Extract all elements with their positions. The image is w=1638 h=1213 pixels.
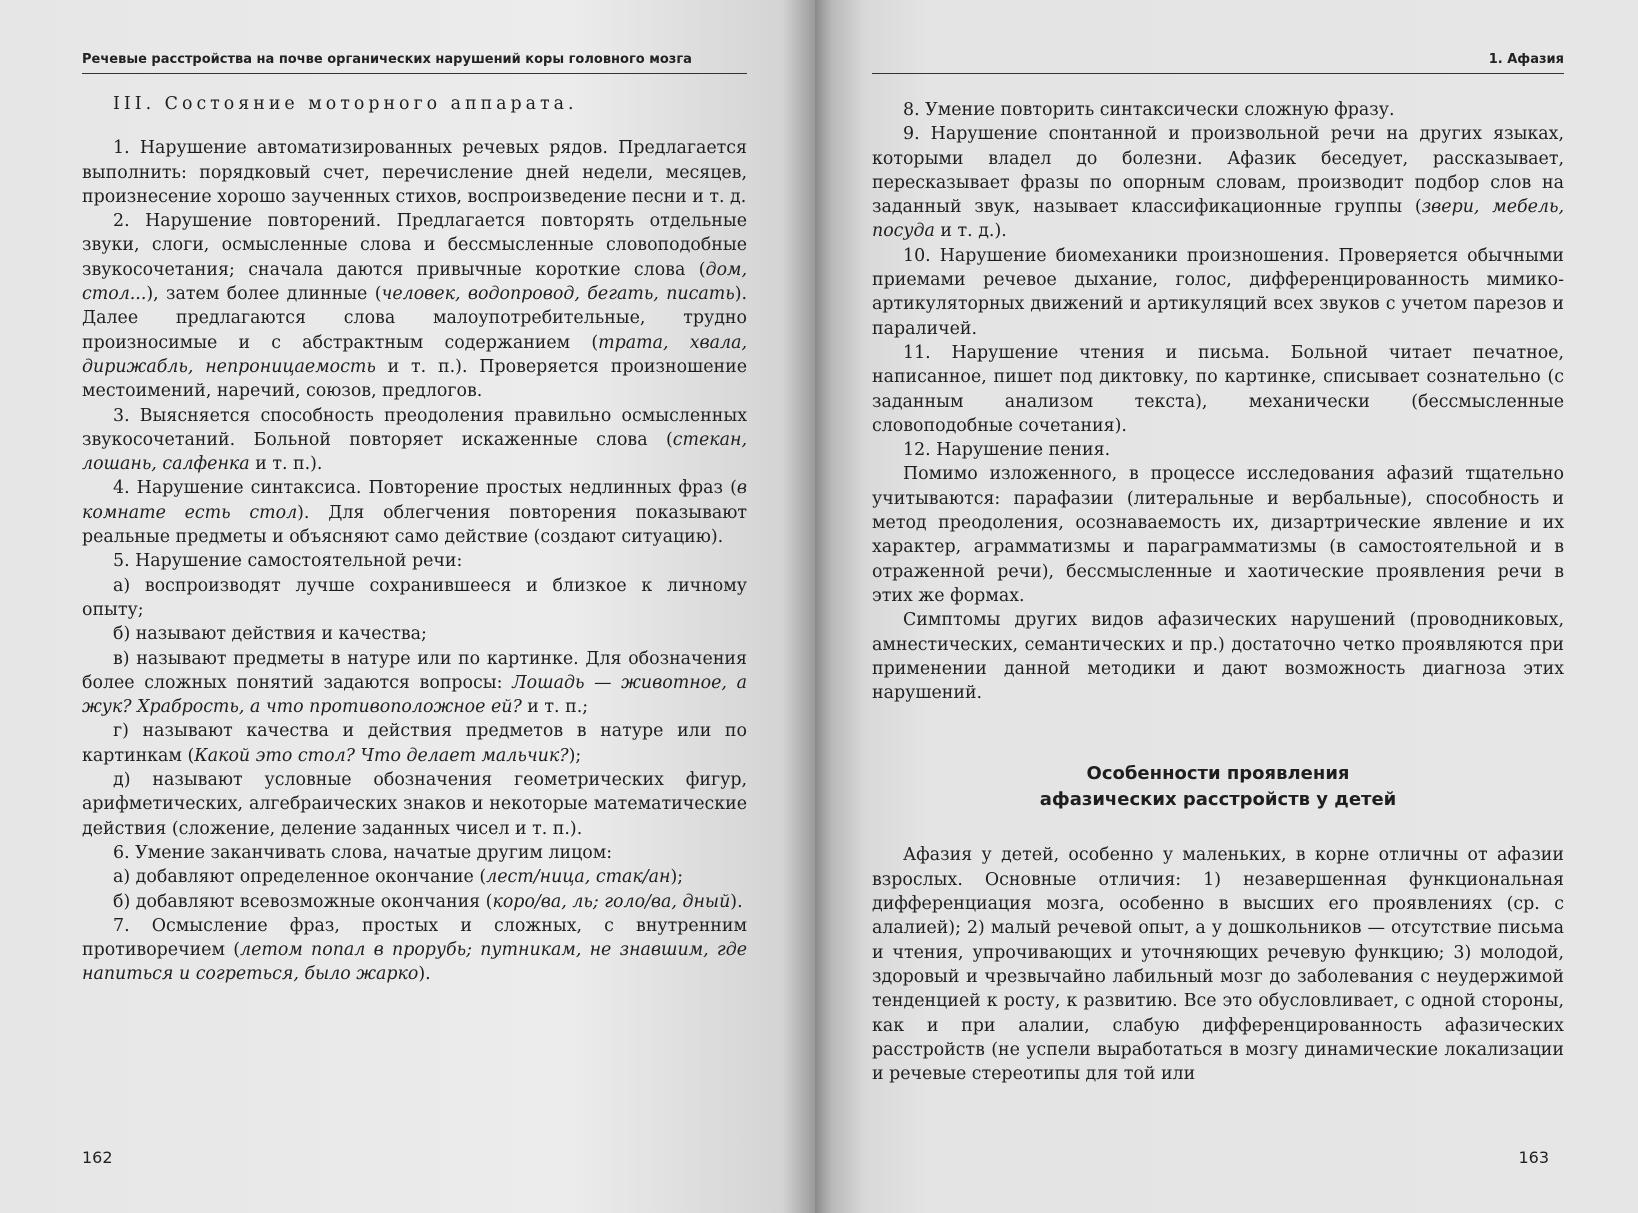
running-head-left: Речевые расстройства на почве органических нарушений коры головного мозга xyxy=(82,52,747,74)
paragraph-7: 7. Осмысление фраз, простых и сложных, с внутренним противоречием (летом попал в прорубь; путникам, не знавшим, где напиться и согреться, было жарко). xyxy=(82,915,748,985)
paragraph-9: 9. Нарушение спонтанной и произвольной речи на других языках, которыми владел до болезни. Афазик беседует, рассказывает, пересказывает фразы по опорным словам, производит подбор слов на заданный звук, называет классификационные группы (звери, мебель, посуда и т. д.). xyxy=(872,124,1564,242)
page-number-right: 163 xyxy=(1518,1148,1549,1167)
left-page-body xyxy=(82,92,747,987)
paragraph-13: Помимо изложенного, в процессе исследования афазий тщательно учитываются: парафазии (литеральные и вербальные), способность и метод преодоления, осознаваемость их, дизартрические явление и их характер, аграмматизмы и параграмматизмы (в самостоятельной и в отраженной речи), бессмысленные и хаотические проявления речи в этих же формах. xyxy=(872,464,1564,606)
paragraph-2: 2. Нарушение повторений. Предлагается повторять отдельные звуки, слоги, осмысленные слова и бессмысленные словоподобные звукосочетания; сначала даются привычные короткие слова (дом, стол...), затем более длинные (человек, водопровод, бегать, писать). Далее предлагаются слова малоупотребительные, трудно произносимые и с абстрактным содержанием (трата, хвала, дирижабль, непроницаемость и т. п.). Проверяется произношение местоимений, наречий, союзов, предлогов. xyxy=(82,211,748,402)
left-page xyxy=(0,0,815,1213)
paragraph-14: Симптомы других видов афазических нарушений (проводниковых, амнестических, семантических и пр.) достаточно четко проявляются при применении данной методики и дают возможность диагноза этих нарушений. xyxy=(872,610,1564,704)
paragraph-5e: д) называют условные обозначения геометрических фигур, арифметических, алгебраических знаков и некоторые математические действия (сложение, деление заданных чисел и т. п.). xyxy=(82,770,747,839)
right-page xyxy=(815,0,1638,1213)
paragraph-1: 1. Нарушение автоматизированных речевых рядов. Предлагается выполнить: порядковый счет, перечисление дней недели, месяцев, произнесение хорошо заученных стихов, воспроизведение песни и т. д. xyxy=(82,138,747,207)
page-number-left: 162 xyxy=(82,1148,113,1167)
paragraph-11: 11. Нарушение чтения и письма. Больной читает печатное, написанное, пишет под диктовку, по картинке, списывает сознательно (с заданным анализом текста), механически (бессмысленные словоподобные сочетания). xyxy=(872,342,1564,436)
heading-line-2: афазических расстройств у детей xyxy=(1039,789,1397,811)
heading-line-1: Особенности проявления xyxy=(1086,763,1350,785)
running-head-right: 1. Афазия xyxy=(872,52,1564,74)
paragraph-10: 10. Нарушение биомеханики произношения. Проверяется обычными приемами речевое дыхание, голос, дифференцированность мимико-артикуляторных движений и артикуляций всех звуков с учетом парезов и параличей. xyxy=(872,245,1564,339)
paragraph-8: 8. Умение повторить синтаксически сложную фразу. xyxy=(903,100,1395,120)
paragraph-5b: б) называют действия и качества; xyxy=(113,624,427,645)
paragraph-5a: а) воспроизводят лучше сохранившееся и близкое к личному опыту; xyxy=(82,575,747,620)
right-page-body xyxy=(872,98,1564,1086)
paragraph-6b: б) добавляют всевозможные окончания (коро/ва, ль; голо/ва, дный). xyxy=(113,891,743,912)
paragraph-3: 3. Выясняется способность преодоления правильно осмысленных звукосочетаний. Больной повторяет искаженные слова (стекан, лошань, салфенка и т. п.). xyxy=(82,405,747,475)
paragraph-6: 6. Умение заканчивать слова, начатые другим лицом: xyxy=(113,842,613,863)
section-heading xyxy=(872,761,1564,813)
paragraph-6a: а) добавляют определенное окончание (лест/ница, стак/ан); xyxy=(113,867,684,888)
paragraph-12: 12. Нарушение пения. xyxy=(903,440,1111,461)
paragraph-5c: в) называют предметы в натуре или по картинке. Для обозначения более сложных понятий задаются вопросы: Лошадь — животное, а жук? Храбрость, а что противоположное ей? и т. п.; xyxy=(82,648,747,718)
paragraph-5d: г) называют качества и действия предметов в натуре или по картинкам (Какой это стол? Что делает мальчик?); xyxy=(82,721,747,766)
section-title: III. Состояние моторного аппарата. xyxy=(113,94,578,114)
paragraph-5: 5. Нарушение самостоятельной речи: xyxy=(113,551,463,572)
paragraph-4: 4. Нарушение синтаксиса. Повторение простых недлинных фраз (в комнате есть стол). Для облегчения повторения показывают реальные предметы и объясняют само действие (создают ситуацию). xyxy=(82,478,747,548)
paragraph-15: Афазия у детей, особенно у маленьких, в корне отличны от афазии взрослых. Основные отличия: 1) незавершенная функциональная дифференциация мозга, особенно в высших его проявлениях (ср. с алалией); 2) малый речевой опыт, а у дошкольников — отсутствие письма и чтения, упрочивающих и уточняющих речевую функцию; 3) молодой, здоровый и чрезвычайно лабильный мозг до заболевания с неудержимой тенденцией к росту, к развитию. Все это обусловливает, с одной стороны, как и при алалии, слабую дифференцированность афазических расстройств (не успели выработаться в мозгу динамические локализации и речевые стереотипы для той или xyxy=(872,845,1564,1085)
